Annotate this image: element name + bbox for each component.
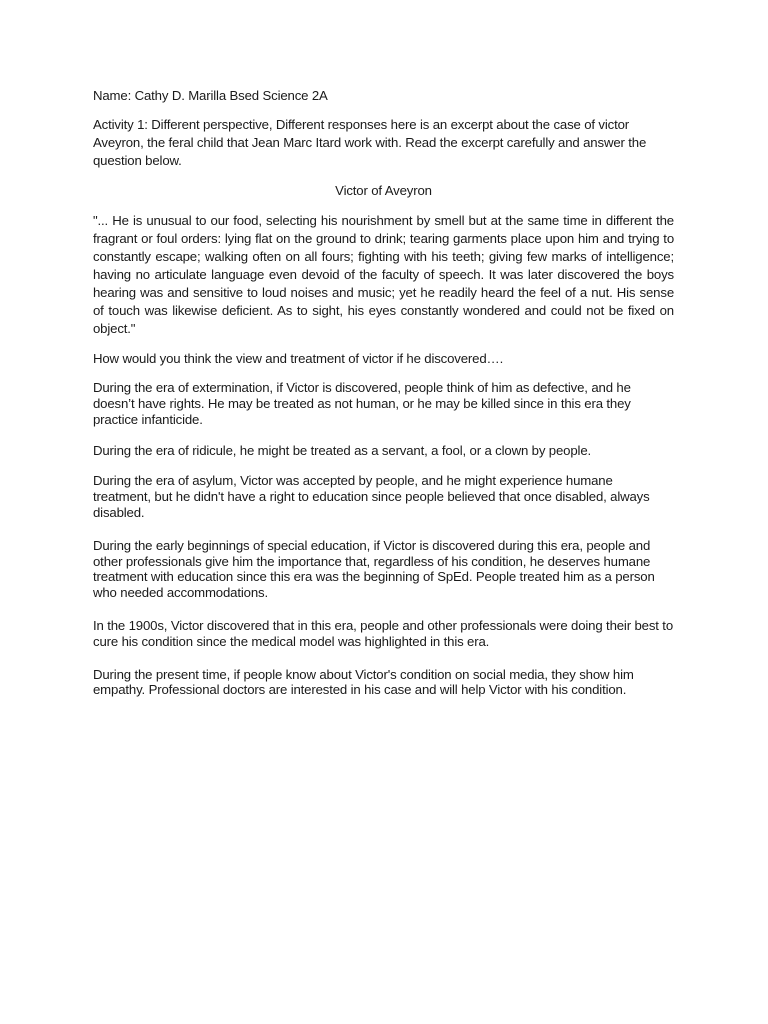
answer-1900s: In the 1900s, Victor discovered that in this era, people and other professionals were doing their best to cure his condition since the medical model was highlighted in this era. — [93, 617, 674, 649]
answer-ridicule: During the era of ridicule, he might be treated as a servant, a fool, or a clown by people. — [93, 442, 592, 458]
answer-special-education: During the early beginnings of special education, if Victor is discovered during this era, people and other professionals give him the importance that, regardless of his condition, he deserves humane treatment with education since this era was the beginning of SpEd. People treated him as a person who needed accommodations. — [93, 537, 655, 601]
activity-instructions: Activity 1: Different perspective, Different responses here is an excerpt about the case of victor Aveyron, the feral child that Jean Marc Itard work with. Read the excerpt carefully and answer the question below. — [93, 117, 647, 169]
excerpt-title: Victor of Aveyron — [335, 183, 432, 199]
question-prompt: How would you think the view and treatment of victor if he discovered…. — [93, 350, 504, 366]
excerpt-text: "... He is unusual to our food, selecting his nourishment by smell but at the same time in different the fragrant or foul orders: lying flat on the ground to drink; tearing garments place upon him and trying to constantly escape; walking often on all fours; fighting with his teeth; giving few marks of intelligence; having no articulate language even devoid of the faculty of speech. It was later discovered the boys hearing was and sensitive to loud noises and music; yet he readily heard the feel of a nut. His sense of touch was likewise deficient. As to sight, his eyes constantly wondered and could not be fixed on object." — [93, 212, 674, 336]
answer-asylum: During the era of asylum, Victor was accepted by people, and he might experience humane treatment, but he didn't have a right to education since people believed that once disabled, always disabled. — [93, 473, 650, 520]
student-name-line: Name: Cathy D. Marilla Bsed Science 2A — [93, 88, 328, 103]
document-body — [93, 87, 674, 713]
answer-present-time: During the present time, if people know about Victor's condition on social media, they show him empathy. Professional doctors are interested in his case and will help Victor with his condition. — [93, 666, 634, 698]
answer-extermination: During the era of extermination, if Victor is discovered, people think of him as defective, and he doesn’t have rights. He may be treated as not human, or he may be killed since in this era they practice infanticide. — [93, 380, 631, 427]
